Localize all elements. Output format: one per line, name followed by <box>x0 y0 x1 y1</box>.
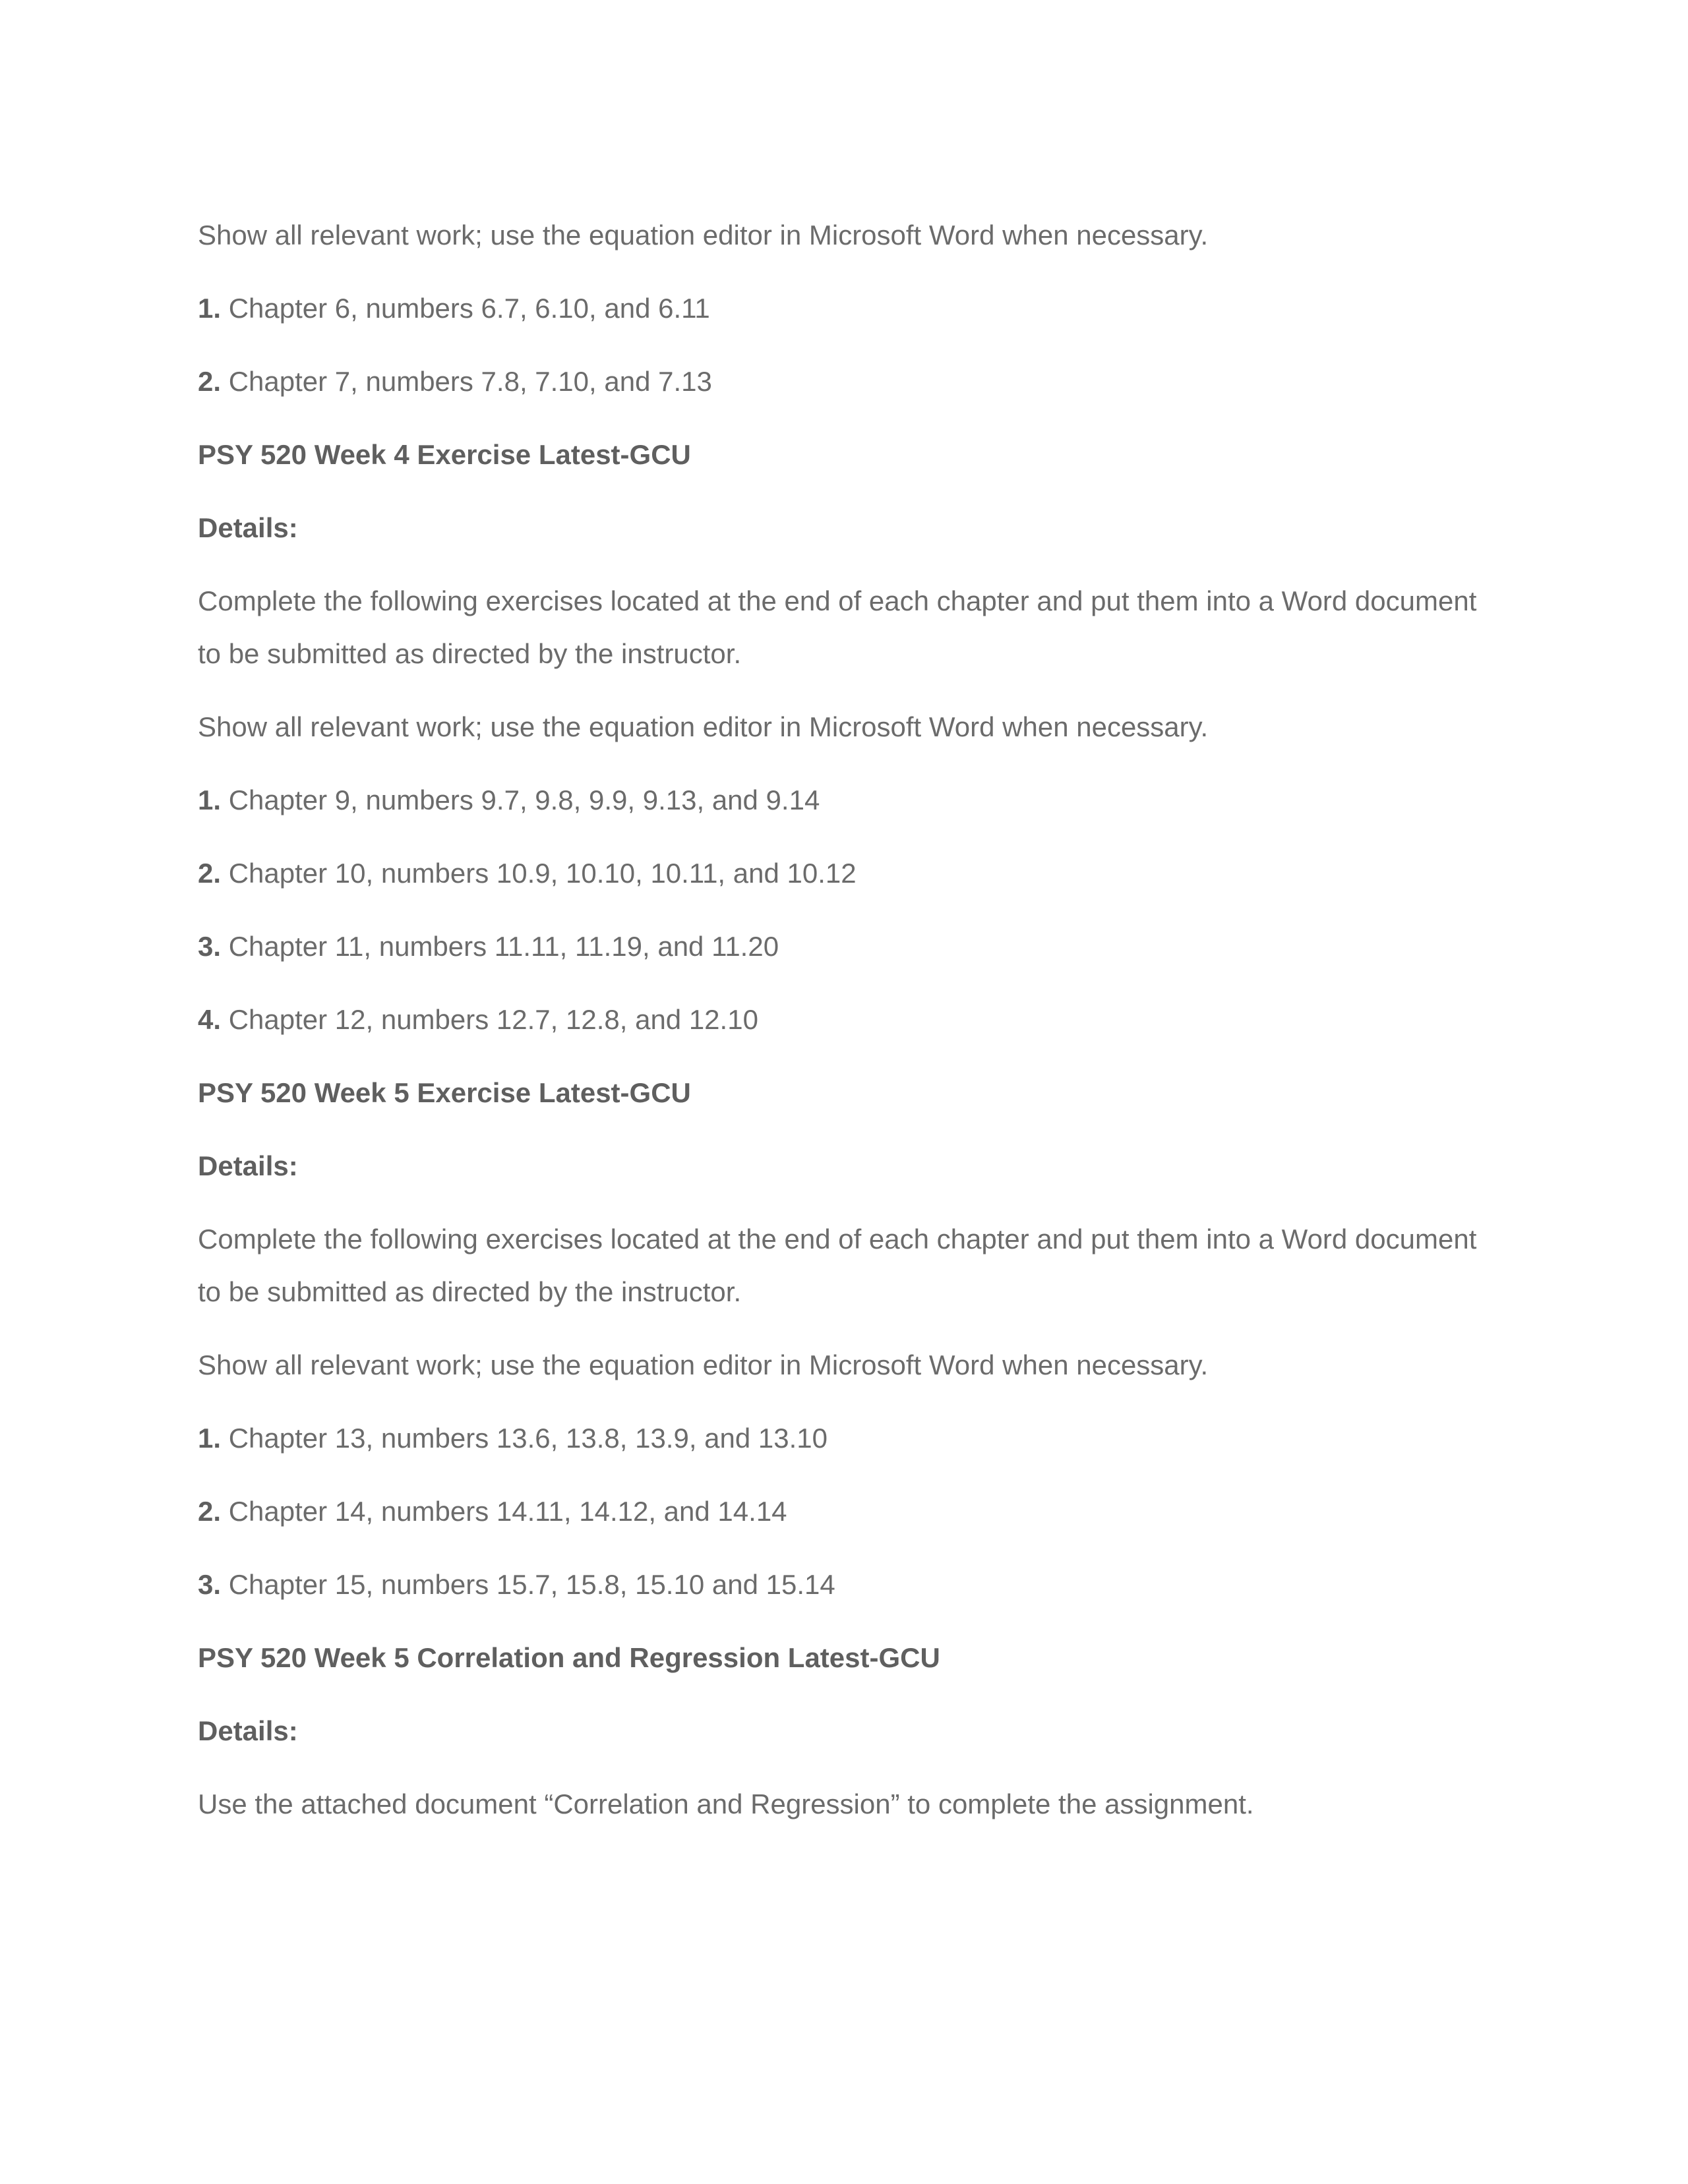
list-item-text: Chapter 12, numbers 12.7, 12.8, and 12.10 <box>221 1004 758 1035</box>
list-item-number: 1. <box>198 1423 222 1454</box>
list-item <box>198 774 820 827</box>
section-title-week4: PSY 520 Week 4 Exercise Latest-GCU <box>198 439 691 470</box>
details-label: Details: <box>198 1715 298 1746</box>
list-item <box>198 1485 787 1538</box>
list-item-text: Chapter 7, numbers 7.8, 7.10, and 7.13 <box>221 366 712 397</box>
list-item <box>198 847 857 900</box>
list-item <box>198 1558 835 1611</box>
list-item-number: 1. <box>198 784 222 815</box>
section-title-week5: PSY 520 Week 5 Exercise Latest-GCU <box>198 1077 691 1108</box>
intro-instructions: Show all relevant work; use the equation editor in Microsoft Word when necessary. <box>198 220 1209 251</box>
list-item-number: 2. <box>198 858 222 889</box>
list-item <box>198 993 758 1046</box>
list-item-number: 4. <box>198 1004 222 1035</box>
details-label: Details: <box>198 512 298 543</box>
list-item <box>198 1412 828 1465</box>
list-item <box>198 920 779 973</box>
list-item-text: Chapter 9, numbers 9.7, 9.8, 9.9, 9.13, and 9.14 <box>221 784 820 815</box>
description-line: Use the attached document “Correlation and Regression” to complete the assignment. <box>198 1788 1254 1819</box>
description-line: Complete the following exercises located at the end of each chapter and put them into a Word document <box>198 1224 1477 1254</box>
list-item-number: 3. <box>198 931 222 962</box>
list-item <box>198 282 710 335</box>
list-item-text: Chapter 10, numbers 10.9, 10.10, 10.11, and 10.12 <box>221 858 857 889</box>
instructions: Show all relevant work; use the equation editor in Microsoft Word when necessary. <box>198 711 1209 742</box>
description-line: to be submitted as directed by the instructor. <box>198 638 742 669</box>
list-item-number: 2. <box>198 366 222 397</box>
list-item-text: Chapter 6, numbers 6.7, 6.10, and 6.11 <box>221 293 710 324</box>
list-item-number: 1. <box>198 293 222 324</box>
details-label: Details: <box>198 1150 298 1181</box>
description-line: Complete the following exercises located at the end of each chapter and put them into a Word document <box>198 585 1477 616</box>
list-item-text: Chapter 13, numbers 13.6, 13.8, 13.9, and 13.10 <box>221 1423 828 1454</box>
list-item-text: Chapter 14, numbers 14.11, 14.12, and 14.14 <box>221 1496 787 1527</box>
instructions: Show all relevant work; use the equation editor in Microsoft Word when necessary. <box>198 1349 1209 1380</box>
list-item <box>198 355 712 408</box>
list-item-number: 2. <box>198 1496 222 1527</box>
list-item-number: 3. <box>198 1569 222 1600</box>
list-item-text: Chapter 15, numbers 15.7, 15.8, 15.10 and 15.14 <box>221 1569 835 1600</box>
description-line: to be submitted as directed by the instructor. <box>198 1276 742 1307</box>
section-title-week5-correlation: PSY 520 Week 5 Correlation and Regression Latest-GCU <box>198 1642 940 1673</box>
list-item-text: Chapter 11, numbers 11.11, 11.19, and 11.20 <box>221 931 779 962</box>
